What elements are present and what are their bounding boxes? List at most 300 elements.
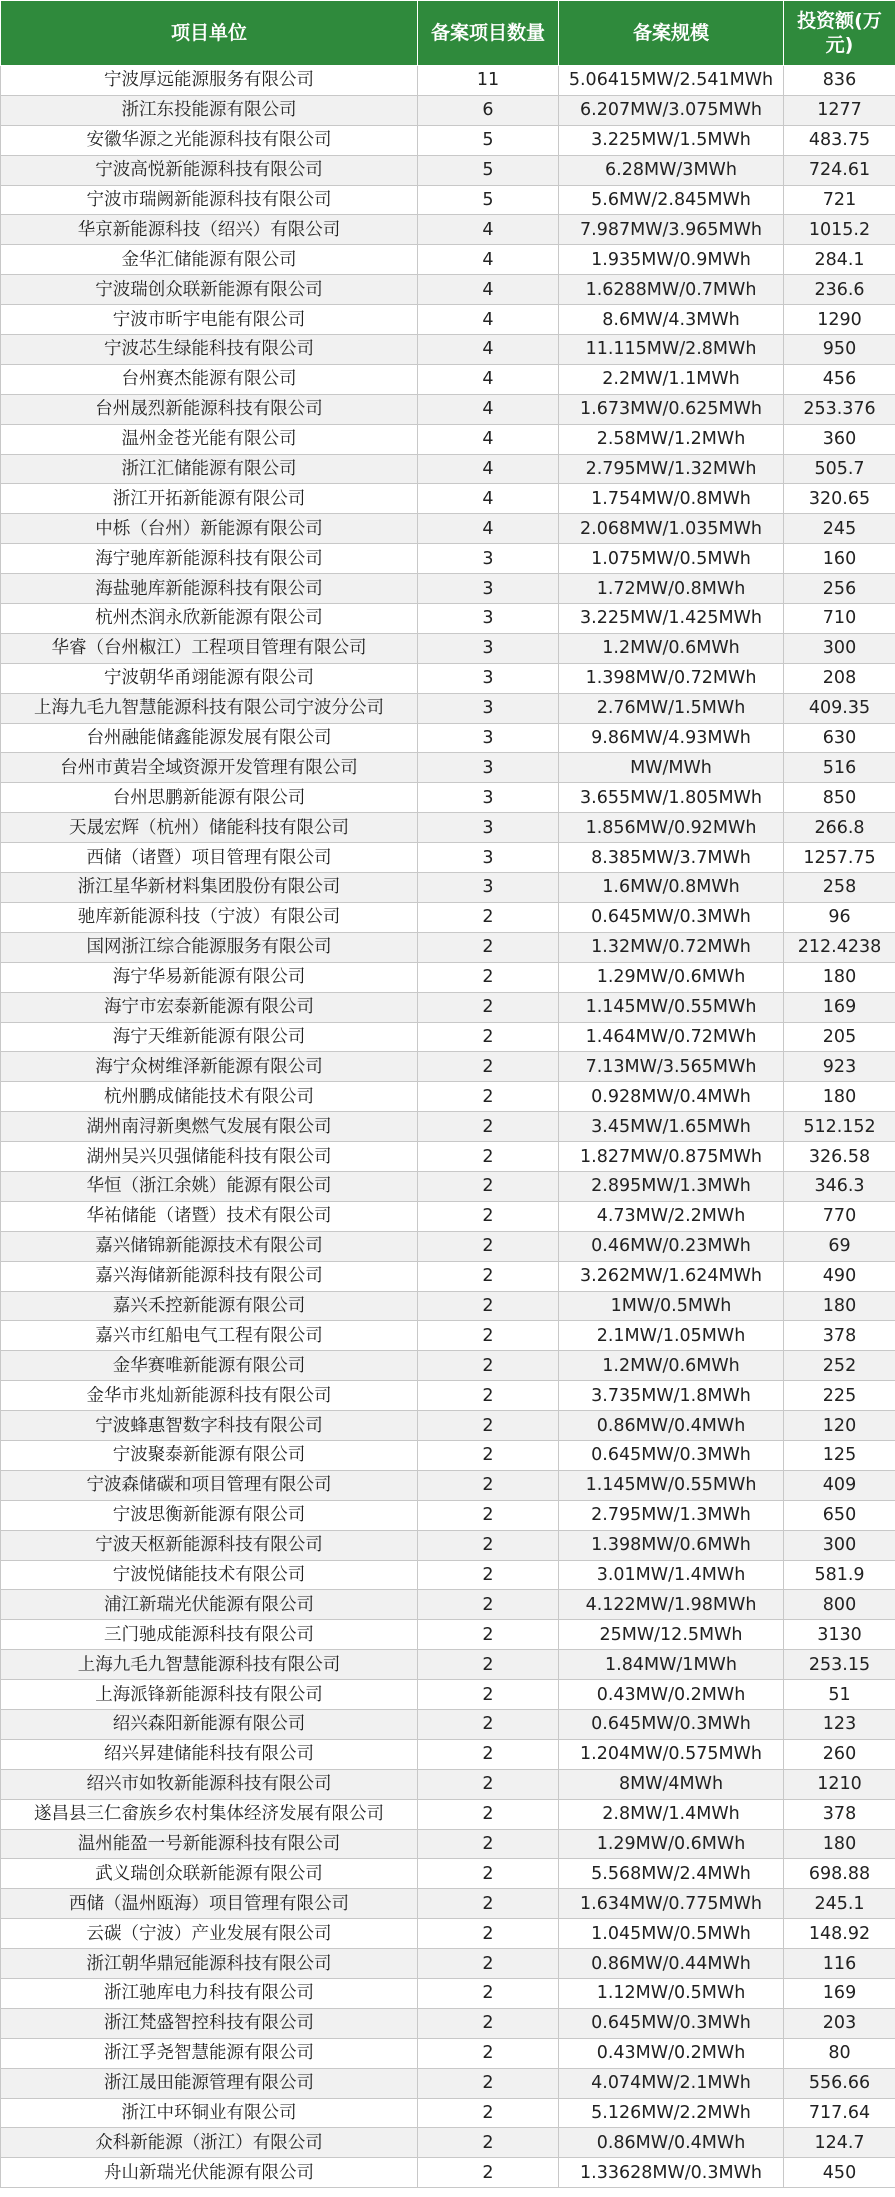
cell-scale: 1.754MW/0.8MWh bbox=[559, 484, 784, 514]
table-row bbox=[1, 693, 895, 723]
cell-count: 2 bbox=[418, 1949, 559, 1979]
cell-unit: 金华汇储能源有限公司 bbox=[1, 245, 418, 275]
table-row bbox=[1, 1560, 895, 1590]
cell-scale: 5.568MW/2.4MWh bbox=[559, 1859, 784, 1889]
table-row bbox=[1, 2128, 895, 2158]
cell-scale: 1.2MW/0.6MWh bbox=[559, 633, 784, 663]
cell-unit: 海盐驰库新能源科技有限公司 bbox=[1, 574, 418, 604]
cell-count: 2 bbox=[418, 1052, 559, 1082]
cell-unit: 海宁众树维泽新能源有限公司 bbox=[1, 1052, 418, 1082]
cell-invest: 256 bbox=[784, 574, 895, 604]
table-row bbox=[1, 1082, 895, 1112]
cell-scale: 2.2MW/1.1MWh bbox=[559, 364, 784, 394]
cell-scale: 0.645MW/0.3MWh bbox=[559, 902, 784, 932]
cell-unit: 浙江星华新材料集团股份有限公司 bbox=[1, 873, 418, 903]
cell-invest: 124.7 bbox=[784, 2128, 895, 2158]
cell-count: 2 bbox=[418, 1799, 559, 1829]
table-row bbox=[1, 2068, 895, 2098]
cell-count: 11 bbox=[418, 66, 559, 96]
cell-scale: 3.655MW/1.805MWh bbox=[559, 783, 784, 813]
table-row bbox=[1, 813, 895, 843]
cell-invest: 51 bbox=[784, 1680, 895, 1710]
cell-invest: 160 bbox=[784, 544, 895, 574]
cell-count: 2 bbox=[418, 2008, 559, 2038]
table-row bbox=[1, 1650, 895, 1680]
cell-scale: 0.86MW/0.44MWh bbox=[559, 1949, 784, 1979]
cell-count: 2 bbox=[418, 1500, 559, 1530]
cell-count: 3 bbox=[418, 783, 559, 813]
table-row bbox=[1, 1919, 895, 1949]
cell-count: 2 bbox=[418, 1739, 559, 1769]
cell-unit: 华恒（浙江余姚）能源有限公司 bbox=[1, 1171, 418, 1201]
cell-invest: 1277 bbox=[784, 95, 895, 125]
cell-count: 2 bbox=[418, 1560, 559, 1590]
cell-unit: 浙江梵盛智控科技有限公司 bbox=[1, 2008, 418, 2038]
cell-scale: 2.895MW/1.3MWh bbox=[559, 1171, 784, 1201]
cell-count: 2 bbox=[418, 1530, 559, 1560]
cell-count: 5 bbox=[418, 185, 559, 215]
cell-unit: 浙江孚尧智慧能源有限公司 bbox=[1, 2038, 418, 2068]
cell-scale: 6.28MW/3MWh bbox=[559, 155, 784, 185]
cell-invest: 378 bbox=[784, 1799, 895, 1829]
cell-scale: 1.398MW/0.72MWh bbox=[559, 663, 784, 693]
cell-unit: 海宁华易新能源有限公司 bbox=[1, 962, 418, 992]
cell-invest: 450 bbox=[784, 2158, 895, 2188]
table-header bbox=[1, 1, 895, 66]
table-row bbox=[1, 1590, 895, 1620]
cell-invest: 698.88 bbox=[784, 1859, 895, 1889]
cell-unit: 绍兴森阳新能源有限公司 bbox=[1, 1709, 418, 1739]
cell-unit: 上海派锋新能源科技有限公司 bbox=[1, 1680, 418, 1710]
cell-invest: 284.1 bbox=[784, 245, 895, 275]
cell-count: 2 bbox=[418, 1889, 559, 1919]
cell-invest: 245 bbox=[784, 514, 895, 544]
cell-scale: 11.115MW/2.8MWh bbox=[559, 335, 784, 365]
cell-scale: 3.225MW/1.5MWh bbox=[559, 125, 784, 155]
cell-invest: 245.1 bbox=[784, 1889, 895, 1919]
cell-unit: 嘉兴市红船电气工程有限公司 bbox=[1, 1321, 418, 1351]
cell-scale: 1.634MW/0.775MWh bbox=[559, 1889, 784, 1919]
cell-invest: 1015.2 bbox=[784, 215, 895, 245]
table-row bbox=[1, 663, 895, 693]
cell-unit: 宁波市昕宇电能有限公司 bbox=[1, 305, 418, 335]
table-row bbox=[1, 364, 895, 394]
table-row bbox=[1, 1440, 895, 1470]
table-row bbox=[1, 1769, 895, 1799]
cell-invest: 724.61 bbox=[784, 155, 895, 185]
cell-invest: 3130 bbox=[784, 1620, 895, 1650]
table-row bbox=[1, 1291, 895, 1321]
header-row bbox=[1, 1, 895, 66]
cell-scale: 1MW/0.5MWh bbox=[559, 1291, 784, 1321]
table-row bbox=[1, 394, 895, 424]
cell-invest: 212.4238 bbox=[784, 932, 895, 962]
cell-scale: 5.6MW/2.845MWh bbox=[559, 185, 784, 215]
cell-unit: 驰库新能源科技（宁波）有限公司 bbox=[1, 902, 418, 932]
cell-unit: 华京新能源科技（绍兴）有限公司 bbox=[1, 215, 418, 245]
cell-invest: 1290 bbox=[784, 305, 895, 335]
cell-count: 3 bbox=[418, 753, 559, 783]
cell-count: 2 bbox=[418, 2098, 559, 2128]
cell-invest: 717.64 bbox=[784, 2098, 895, 2128]
table-row bbox=[1, 1829, 895, 1859]
cell-scale: 9.86MW/4.93MWh bbox=[559, 723, 784, 753]
cell-scale: 3.262MW/1.624MWh bbox=[559, 1261, 784, 1291]
cell-invest: 1210 bbox=[784, 1769, 895, 1799]
cell-scale: 7.13MW/3.565MWh bbox=[559, 1052, 784, 1082]
cell-unit: 台州赛杰能源有限公司 bbox=[1, 364, 418, 394]
table-row bbox=[1, 125, 895, 155]
cell-scale: 2.58MW/1.2MWh bbox=[559, 424, 784, 454]
cell-unit: 浙江晟田能源管理有限公司 bbox=[1, 2068, 418, 2098]
cell-count: 2 bbox=[418, 1919, 559, 1949]
table-row bbox=[1, 843, 895, 873]
cell-scale: 1.6MW/0.8MWh bbox=[559, 873, 784, 903]
table-row bbox=[1, 66, 895, 96]
table-row bbox=[1, 454, 895, 484]
cell-invest: 409 bbox=[784, 1470, 895, 1500]
cell-unit: 嘉兴禾控新能源有限公司 bbox=[1, 1291, 418, 1321]
cell-invest: 236.6 bbox=[784, 275, 895, 305]
table-row bbox=[1, 424, 895, 454]
cell-invest: 360 bbox=[784, 424, 895, 454]
cell-count: 4 bbox=[418, 275, 559, 305]
table-row bbox=[1, 1112, 895, 1142]
cell-invest: 950 bbox=[784, 335, 895, 365]
cell-scale: 0.43MW/0.2MWh bbox=[559, 1680, 784, 1710]
cell-count: 2 bbox=[418, 1979, 559, 2009]
cell-invest: 205 bbox=[784, 1022, 895, 1052]
cell-scale: 1.2MW/0.6MWh bbox=[559, 1351, 784, 1381]
cell-invest: 300 bbox=[784, 633, 895, 663]
table-row bbox=[1, 992, 895, 1022]
cell-count: 2 bbox=[418, 992, 559, 1022]
cell-scale: 1.145MW/0.55MWh bbox=[559, 992, 784, 1022]
table-row bbox=[1, 484, 895, 514]
cell-count: 3 bbox=[418, 663, 559, 693]
cell-invest: 378 bbox=[784, 1321, 895, 1351]
cell-invest: 409.35 bbox=[784, 693, 895, 723]
cell-invest: 96 bbox=[784, 902, 895, 932]
cell-unit: 西储（温州瓯海）项目管理有限公司 bbox=[1, 1889, 418, 1919]
table-row bbox=[1, 2098, 895, 2128]
cell-scale: 1.32MW/0.72MWh bbox=[559, 932, 784, 962]
cell-invest: 80 bbox=[784, 2038, 895, 2068]
cell-scale: 3.225MW/1.425MWh bbox=[559, 604, 784, 634]
cell-count: 3 bbox=[418, 813, 559, 843]
cell-unit: 宁波高悦新能源科技有限公司 bbox=[1, 155, 418, 185]
table-row bbox=[1, 2158, 895, 2188]
cell-scale: 6.207MW/3.075MWh bbox=[559, 95, 784, 125]
cell-count: 2 bbox=[418, 932, 559, 962]
cell-count: 2 bbox=[418, 1261, 559, 1291]
table-row bbox=[1, 1709, 895, 1739]
cell-invest: 180 bbox=[784, 1291, 895, 1321]
table-row bbox=[1, 245, 895, 275]
table-row bbox=[1, 1351, 895, 1381]
cell-invest: 203 bbox=[784, 2008, 895, 2038]
cell-unit: 嘉兴海储新能源科技有限公司 bbox=[1, 1261, 418, 1291]
cell-unit: 台州思鹏新能源有限公司 bbox=[1, 783, 418, 813]
cell-count: 4 bbox=[418, 335, 559, 365]
cell-count: 2 bbox=[418, 1620, 559, 1650]
cell-scale: 7.987MW/3.965MWh bbox=[559, 215, 784, 245]
cell-invest: 556.66 bbox=[784, 2068, 895, 2098]
cell-invest: 169 bbox=[784, 992, 895, 1022]
cell-count: 2 bbox=[418, 1381, 559, 1411]
cell-count: 2 bbox=[418, 1709, 559, 1739]
table-row bbox=[1, 1142, 895, 1172]
cell-count: 2 bbox=[418, 1440, 559, 1470]
cell-unit: 宁波聚泰新能源有限公司 bbox=[1, 1440, 418, 1470]
cell-unit: 海宁驰库新能源科技有限公司 bbox=[1, 544, 418, 574]
cell-invest: 490 bbox=[784, 1261, 895, 1291]
table-row bbox=[1, 514, 895, 544]
cell-unit: 上海九毛九智慧能源科技有限公司宁波分公司 bbox=[1, 693, 418, 723]
cell-unit: 台州晟烈新能源科技有限公司 bbox=[1, 394, 418, 424]
cell-count: 5 bbox=[418, 125, 559, 155]
cell-scale: 0.46MW/0.23MWh bbox=[559, 1231, 784, 1261]
cell-scale: 0.928MW/0.4MWh bbox=[559, 1082, 784, 1112]
cell-invest: 125 bbox=[784, 1440, 895, 1470]
cell-count: 3 bbox=[418, 604, 559, 634]
cell-count: 2 bbox=[418, 1351, 559, 1381]
table-row bbox=[1, 1979, 895, 2009]
table-row bbox=[1, 95, 895, 125]
cell-scale: 1.33628MW/0.3MWh bbox=[559, 2158, 784, 2188]
cell-unit: 武义瑞创众联新能源有限公司 bbox=[1, 1859, 418, 1889]
cell-unit: 宁波思衡新能源有限公司 bbox=[1, 1500, 418, 1530]
cell-scale: 1.673MW/0.625MWh bbox=[559, 394, 784, 424]
cell-invest: 252 bbox=[784, 1351, 895, 1381]
cell-unit: 宁波森储碳和项目管理有限公司 bbox=[1, 1470, 418, 1500]
cell-unit: 华睿（台州椒江）工程项目管理有限公司 bbox=[1, 633, 418, 663]
cell-scale: 0.86MW/0.4MWh bbox=[559, 2128, 784, 2158]
cell-count: 2 bbox=[418, 1201, 559, 1231]
cell-scale: 0.43MW/0.2MWh bbox=[559, 2038, 784, 2068]
cell-unit: 杭州鹏成储能技术有限公司 bbox=[1, 1082, 418, 1112]
cell-count: 6 bbox=[418, 95, 559, 125]
header-unit: 项目单位 bbox=[1, 1, 418, 66]
table-row bbox=[1, 932, 895, 962]
cell-scale: 4.122MW/1.98MWh bbox=[559, 1590, 784, 1620]
table-row bbox=[1, 185, 895, 215]
cell-invest: 180 bbox=[784, 1082, 895, 1112]
cell-count: 4 bbox=[418, 484, 559, 514]
cell-count: 3 bbox=[418, 873, 559, 903]
cell-count: 4 bbox=[418, 305, 559, 335]
cell-count: 2 bbox=[418, 2128, 559, 2158]
cell-count: 2 bbox=[418, 2038, 559, 2068]
cell-scale: 1.827MW/0.875MWh bbox=[559, 1142, 784, 1172]
cell-invest: 69 bbox=[784, 1231, 895, 1261]
cell-scale: 4.074MW/2.1MWh bbox=[559, 2068, 784, 2098]
cell-invest: 483.75 bbox=[784, 125, 895, 155]
cell-unit: 舟山新瑞光伏能源有限公司 bbox=[1, 2158, 418, 2188]
cell-count: 4 bbox=[418, 364, 559, 394]
cell-unit: 华祐储能（诸暨）技术有限公司 bbox=[1, 1201, 418, 1231]
cell-invest: 300 bbox=[784, 1530, 895, 1560]
cell-unit: 浦江新瑞光伏能源有限公司 bbox=[1, 1590, 418, 1620]
header-scale: 备案规模 bbox=[559, 1, 784, 66]
cell-unit: 三门驰成能源科技有限公司 bbox=[1, 1620, 418, 1650]
table-row bbox=[1, 873, 895, 903]
cell-unit: 遂昌县三仁畲族乡农村集体经济发展有限公司 bbox=[1, 1799, 418, 1829]
cell-count: 3 bbox=[418, 574, 559, 604]
cell-invest: 1257.75 bbox=[784, 843, 895, 873]
table-row bbox=[1, 2038, 895, 2068]
cell-count: 2 bbox=[418, 1411, 559, 1441]
cell-scale: 1.045MW/0.5MWh bbox=[559, 1919, 784, 1949]
cell-invest: 800 bbox=[784, 1590, 895, 1620]
cell-count: 4 bbox=[418, 454, 559, 484]
table-row bbox=[1, 1530, 895, 1560]
cell-unit: 浙江驰库电力科技有限公司 bbox=[1, 1979, 418, 2009]
cell-invest: 850 bbox=[784, 783, 895, 813]
cell-count: 2 bbox=[418, 2068, 559, 2098]
cell-unit: 中栎（台州）新能源有限公司 bbox=[1, 514, 418, 544]
cell-count: 2 bbox=[418, 1112, 559, 1142]
cell-unit: 台州市黄岩全域资源开发管理有限公司 bbox=[1, 753, 418, 783]
cell-unit: 台州融能储鑫能源发展有限公司 bbox=[1, 723, 418, 753]
cell-count: 2 bbox=[418, 1082, 559, 1112]
cell-unit: 温州金苍光能有限公司 bbox=[1, 424, 418, 454]
cell-scale: 8.385MW/3.7MWh bbox=[559, 843, 784, 873]
cell-invest: 148.92 bbox=[784, 1919, 895, 1949]
cell-scale: 2.068MW/1.035MWh bbox=[559, 514, 784, 544]
cell-scale: 1.72MW/0.8MWh bbox=[559, 574, 784, 604]
table-row bbox=[1, 1470, 895, 1500]
cell-count: 2 bbox=[418, 1321, 559, 1351]
cell-unit: 浙江朝华鼎冠能源科技有限公司 bbox=[1, 1949, 418, 1979]
cell-scale: 2.795MW/1.32MWh bbox=[559, 454, 784, 484]
cell-scale: 1.6288MW/0.7MWh bbox=[559, 275, 784, 305]
cell-scale: 2.76MW/1.5MWh bbox=[559, 693, 784, 723]
cell-scale: 1.398MW/0.6MWh bbox=[559, 1530, 784, 1560]
cell-unit: 海宁天维新能源有限公司 bbox=[1, 1022, 418, 1052]
table-row bbox=[1, 783, 895, 813]
cell-scale: 3.01MW/1.4MWh bbox=[559, 1560, 784, 1590]
table-row bbox=[1, 155, 895, 185]
table-row bbox=[1, 1949, 895, 1979]
cell-scale: 1.12MW/0.5MWh bbox=[559, 1979, 784, 2009]
cell-scale: 2.8MW/1.4MWh bbox=[559, 1799, 784, 1829]
cell-unit: 绍兴市如牧新能源科技有限公司 bbox=[1, 1769, 418, 1799]
cell-invest: 770 bbox=[784, 1201, 895, 1231]
cell-unit: 海宁市宏泰新能源有限公司 bbox=[1, 992, 418, 1022]
cell-unit: 宁波朝华甬翊能源有限公司 bbox=[1, 663, 418, 693]
cell-unit: 金华赛唯新能源有限公司 bbox=[1, 1351, 418, 1381]
cell-invest: 180 bbox=[784, 1829, 895, 1859]
cell-scale: 8.6MW/4.3MWh bbox=[559, 305, 784, 335]
cell-unit: 温州能盈一号新能源科技有限公司 bbox=[1, 1829, 418, 1859]
cell-unit: 绍兴昇建储能科技有限公司 bbox=[1, 1739, 418, 1769]
table-row bbox=[1, 305, 895, 335]
table-row bbox=[1, 604, 895, 634]
cell-unit: 浙江汇储能源有限公司 bbox=[1, 454, 418, 484]
cell-count: 2 bbox=[418, 1470, 559, 1500]
cell-invest: 253.376 bbox=[784, 394, 895, 424]
cell-invest: 266.8 bbox=[784, 813, 895, 843]
table-row bbox=[1, 723, 895, 753]
cell-scale: 3.45MW/1.65MWh bbox=[559, 1112, 784, 1142]
cell-unit: 国网浙江综合能源服务有限公司 bbox=[1, 932, 418, 962]
cell-invest: 721 bbox=[784, 185, 895, 215]
cell-scale: 1.145MW/0.55MWh bbox=[559, 1470, 784, 1500]
table-row bbox=[1, 1381, 895, 1411]
cell-count: 2 bbox=[418, 962, 559, 992]
table-row bbox=[1, 2008, 895, 2038]
cell-count: 3 bbox=[418, 693, 559, 723]
cell-invest: 225 bbox=[784, 1381, 895, 1411]
cell-unit: 宁波市瑞阙新能源科技有限公司 bbox=[1, 185, 418, 215]
cell-scale: 2.1MW/1.05MWh bbox=[559, 1321, 784, 1351]
table-row bbox=[1, 1620, 895, 1650]
table-row bbox=[1, 1411, 895, 1441]
cell-scale: 1.29MW/0.6MWh bbox=[559, 1829, 784, 1859]
table-row bbox=[1, 574, 895, 604]
cell-unit: 宁波蜂惠智数字科技有限公司 bbox=[1, 1411, 418, 1441]
cell-unit: 西储（诸暨）项目管理有限公司 bbox=[1, 843, 418, 873]
cell-invest: 180 bbox=[784, 962, 895, 992]
cell-scale: 1.84MW/1MWh bbox=[559, 1650, 784, 1680]
cell-unit: 众科新能源（浙江）有限公司 bbox=[1, 2128, 418, 2158]
cell-count: 4 bbox=[418, 514, 559, 544]
cell-invest: 120 bbox=[784, 1411, 895, 1441]
cell-unit: 宁波厚远能源服务有限公司 bbox=[1, 66, 418, 96]
cell-count: 2 bbox=[418, 1769, 559, 1799]
cell-scale: 0.86MW/0.4MWh bbox=[559, 1411, 784, 1441]
cell-invest: 116 bbox=[784, 1949, 895, 1979]
cell-scale: 2.795MW/1.3MWh bbox=[559, 1500, 784, 1530]
table-row bbox=[1, 753, 895, 783]
cell-scale: 1.204MW/0.575MWh bbox=[559, 1739, 784, 1769]
cell-scale: 25MW/12.5MWh bbox=[559, 1620, 784, 1650]
cell-count: 4 bbox=[418, 424, 559, 454]
cell-count: 2 bbox=[418, 1171, 559, 1201]
cell-invest: 123 bbox=[784, 1709, 895, 1739]
cell-invest: 630 bbox=[784, 723, 895, 753]
table-row bbox=[1, 1739, 895, 1769]
header-invest: 投资额(万元) bbox=[784, 1, 895, 66]
cell-invest: 258 bbox=[784, 873, 895, 903]
cell-unit: 浙江东投能源有限公司 bbox=[1, 95, 418, 125]
cell-count: 2 bbox=[418, 1859, 559, 1889]
cell-count: 2 bbox=[418, 1142, 559, 1172]
cell-count: 2 bbox=[418, 1680, 559, 1710]
cell-scale: 4.73MW/2.2MWh bbox=[559, 1201, 784, 1231]
cell-count: 2 bbox=[418, 2158, 559, 2188]
cell-unit: 嘉兴储锦新能源技术有限公司 bbox=[1, 1231, 418, 1261]
cell-unit: 浙江中环铜业有限公司 bbox=[1, 2098, 418, 2128]
cell-scale: 1.935MW/0.9MWh bbox=[559, 245, 784, 275]
cell-scale: 5.06415MW/2.541MWh bbox=[559, 66, 784, 96]
cell-invest: 516 bbox=[784, 753, 895, 783]
cell-invest: 710 bbox=[784, 604, 895, 634]
cell-unit: 宁波天枢新能源科技有限公司 bbox=[1, 1530, 418, 1560]
cell-scale: MW/MWh bbox=[559, 753, 784, 783]
cell-invest: 260 bbox=[784, 1739, 895, 1769]
cell-count: 2 bbox=[418, 1590, 559, 1620]
cell-scale: 0.645MW/0.3MWh bbox=[559, 2008, 784, 2038]
table-row bbox=[1, 1799, 895, 1829]
cell-count: 4 bbox=[418, 245, 559, 275]
table-row bbox=[1, 1171, 895, 1201]
cell-count: 2 bbox=[418, 1022, 559, 1052]
cell-count: 3 bbox=[418, 633, 559, 663]
table-row bbox=[1, 1022, 895, 1052]
cell-count: 3 bbox=[418, 843, 559, 873]
